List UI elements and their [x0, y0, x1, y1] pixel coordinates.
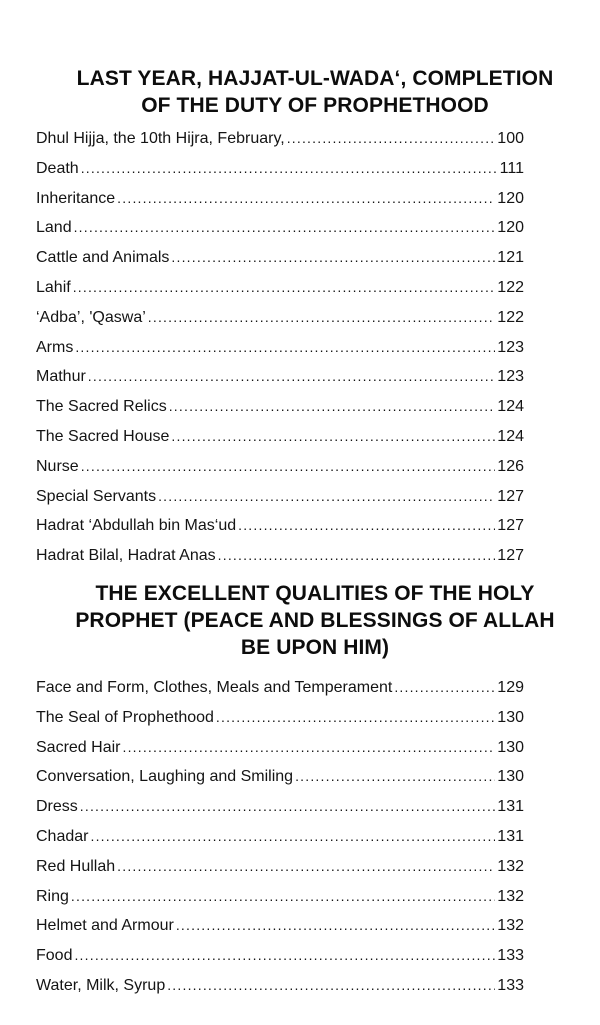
toc-entry-title: Red Hullah — [36, 857, 116, 875]
toc-entry-title: Mathur — [36, 368, 86, 386]
dot-leader — [394, 673, 495, 703]
toc-entry-page-number: 122 — [497, 278, 524, 296]
toc-entry-page-number: 132 — [497, 887, 524, 905]
toc-entry — [36, 792, 524, 822]
dot-leader — [171, 422, 495, 452]
toc-entry-title: Lahif — [36, 278, 71, 296]
toc-entry-page-number: 133 — [497, 947, 524, 965]
toc-entry-page-number: 100 — [497, 130, 524, 147]
toc-entry — [36, 303, 524, 333]
toc-entry-title: Dhul Hijja, the 10th Hijra, February, — [36, 130, 285, 147]
dot-leader — [73, 273, 496, 303]
heading-line: LAST YEAR, HAJJAT-UL-WADA‘, COMPLETION — [76, 67, 554, 90]
toc-entry-page-number: 120 — [497, 219, 524, 237]
toc-entry-page-number: 122 — [497, 308, 524, 326]
dot-leader — [81, 452, 496, 482]
toc-entry — [36, 154, 524, 184]
dot-leader — [148, 303, 496, 333]
heading-line: THE EXCELLENT QUALITIES OF THE HOLY — [95, 582, 535, 605]
toc-entry-title: Chadar — [36, 827, 89, 845]
toc-entry — [36, 882, 524, 912]
toc-entry-page-number: 123 — [497, 338, 524, 356]
dot-leader — [80, 792, 496, 822]
toc-entry-title: The Seal of Prophethood — [36, 708, 214, 726]
toc-entry — [36, 941, 524, 971]
toc-list-last-year — [36, 124, 524, 571]
dot-leader — [218, 541, 496, 571]
toc-entry-title: Inheritance — [36, 189, 116, 207]
toc-entry-page-number: 126 — [497, 457, 524, 475]
toc-entry-page-number: 132 — [497, 917, 524, 935]
section-heading-last-year — [30, 65, 600, 119]
toc-entry-page-number: 124 — [497, 398, 524, 416]
dot-leader — [238, 511, 495, 541]
toc-entry — [36, 392, 524, 422]
toc-entry-title: Conversation, Laughing and Smiling — [36, 768, 294, 786]
toc-entry-title: Death — [36, 159, 79, 177]
toc-entry — [36, 511, 524, 541]
toc-entry-page-number: 130 — [497, 768, 524, 786]
heading-line: BE UPON HIM) — [240, 636, 390, 659]
toc-entry — [36, 243, 524, 273]
toc-entry-page-number: 130 — [497, 738, 524, 756]
toc-entry — [36, 333, 524, 363]
toc-entry-title: Nurse — [36, 457, 79, 475]
dot-leader — [295, 762, 495, 792]
toc-entry-page-number: 123 — [497, 368, 524, 386]
toc-entry-page-number: 121 — [497, 249, 524, 267]
toc-entry — [36, 452, 524, 482]
toc-entry-page-number: 111 — [499, 159, 524, 177]
toc-entry-page-number: 131 — [497, 798, 524, 816]
dot-leader — [117, 184, 495, 214]
toc-entry-title: Hadrat ‘Abdullah bin Mas‘ud — [36, 517, 237, 535]
dot-leader — [88, 362, 496, 392]
toc-entry — [36, 852, 524, 882]
toc-entry — [36, 673, 524, 703]
toc-entry — [36, 541, 524, 571]
dot-leader — [158, 482, 495, 512]
toc-entry-page-number: 124 — [497, 427, 524, 445]
dot-leader — [81, 154, 498, 184]
dot-leader — [122, 733, 495, 763]
toc-entry-title: Face and Form, Clothes, Meals and Temperament — [36, 679, 393, 696]
toc-entry-title: Arms — [36, 338, 74, 356]
toc-entry-title: Cattle and Animals — [36, 249, 170, 267]
section-heading-excellent-qualities — [30, 580, 600, 661]
toc-entry-page-number: 131 — [497, 827, 524, 845]
toc-entry-title: Hadrat Bilal, Hadrat Anas — [36, 547, 216, 565]
toc-entry — [36, 911, 524, 941]
toc-entry — [36, 184, 524, 214]
toc-entry-page-number: 127 — [497, 547, 524, 565]
toc-entry-title: Dress — [36, 798, 78, 816]
dot-leader — [117, 852, 495, 882]
toc-entry — [36, 733, 524, 763]
heading-line: OF THE DUTY OF PROPHETHOOD — [141, 94, 489, 117]
dot-leader — [287, 124, 496, 154]
toc-entry — [36, 124, 524, 154]
toc-entry — [36, 822, 524, 852]
dot-leader — [71, 882, 495, 912]
toc-entry-title: The Sacred Relics — [36, 398, 167, 416]
toc-entry — [36, 703, 524, 733]
toc-entry — [36, 971, 524, 1001]
toc-entry-page-number: 133 — [497, 976, 524, 994]
dot-leader — [216, 703, 495, 733]
toc-entry-title: ‘Adba’, 'Qaswa’ — [36, 308, 146, 326]
toc-entry-page-number: 127 — [497, 517, 524, 535]
dot-leader — [74, 941, 495, 971]
toc-entry — [36, 762, 524, 792]
dot-leader — [171, 243, 495, 273]
dot-leader — [169, 392, 496, 422]
toc-entry-title: Food — [36, 947, 73, 965]
toc-entry-title: Helmet and Armour — [36, 917, 174, 935]
toc-entry-title: The Sacred House — [36, 427, 170, 445]
toc-entry — [36, 422, 524, 452]
dot-leader — [167, 971, 495, 1001]
toc-entry — [36, 362, 524, 392]
toc-entry — [36, 273, 524, 303]
dot-leader — [74, 213, 496, 243]
toc-entry — [36, 213, 524, 243]
toc-entry-page-number: 120 — [497, 189, 524, 207]
toc-list-excellent-qualities — [36, 673, 524, 1001]
toc-entry-title: Water, Milk, Syrup — [36, 976, 166, 994]
toc-entry-page-number: 132 — [497, 857, 524, 875]
toc-entry-page-number: 129 — [497, 679, 524, 696]
toc-entry-title: Ring — [36, 887, 69, 905]
dot-leader — [75, 333, 495, 363]
toc-entry-page-number: 127 — [497, 487, 524, 505]
dot-leader — [90, 822, 495, 852]
dot-leader — [176, 911, 495, 941]
heading-line: PROPHET (PEACE AND BLESSINGS OF ALLAH — [75, 609, 555, 632]
toc-entry-title: Special Servants — [36, 487, 157, 505]
toc-entry-title: Sacred Hair — [36, 738, 121, 756]
toc-entry-page-number: 130 — [497, 708, 524, 726]
toc-entry-title: Land — [36, 219, 72, 237]
toc-entry — [36, 482, 524, 512]
